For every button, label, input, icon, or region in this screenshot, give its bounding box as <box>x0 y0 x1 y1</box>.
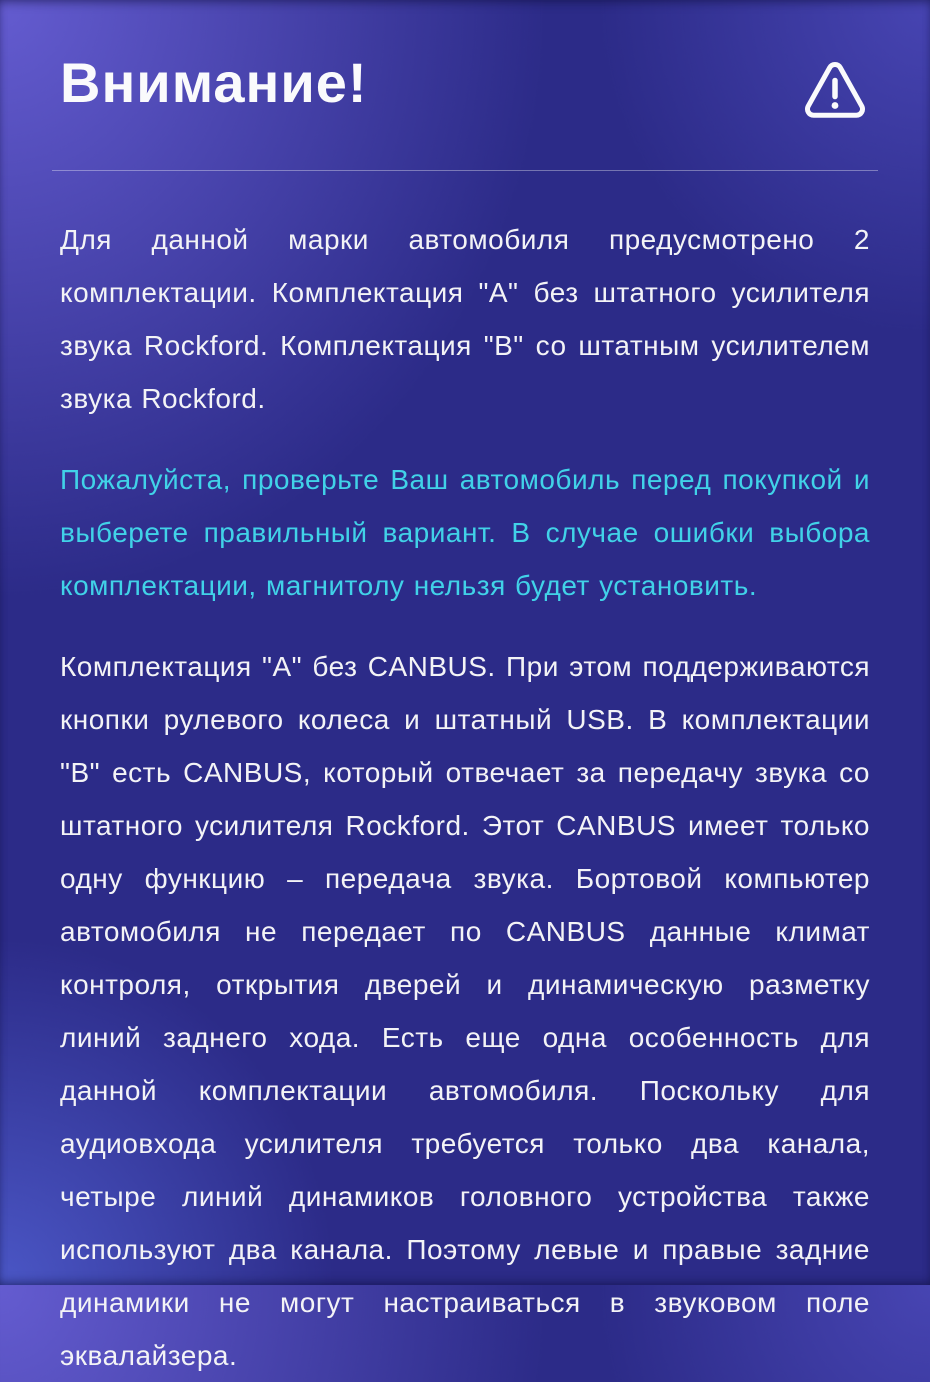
warning-triangle-icon <box>802 58 868 122</box>
notice-text <box>60 213 870 1382</box>
paragraph-canbus-details: Комплектация "А" без CANBUS. При этом поддерживаются кнопки рулевого колеса и штатный USB. В комплектации "В" есть CANBUS, который отвечает за передачу звука со штатного усилителя Rockford. Этот CANBUS имеет только одну функцию – передача звука. Бортовой компьютер автомобиля не передает по CANBUS данные климат контроля, открытия дверей и динамическую разметку линий заднего хода. Есть еще одна особенность для данной комплектации автомобиля. Поскольку для аудиовхода усилителя требуется только два канала, четыре линий динамиков головного устройства также используют два канала. Поэтому левые и правые задние динамики не могут настраиваться в звуковом поле эквалайзера. <box>60 651 870 1371</box>
page-title: Внимание! <box>60 51 368 114</box>
divider <box>52 170 878 171</box>
paragraph-trim-levels: Для данной марки автомобиля предусмотрено 2 комплектации. Комплектация "А" без штатного усилителя звука Rockford. Комплектация "В" со штатным усилителем звука Rockford. <box>60 224 870 414</box>
header <box>60 52 870 122</box>
paragraph-check-warning: Пожалуйста, проверьте Ваш автомобиль перед покупкой и выберете правильный вариант. В случае ошибки выбора комплектации, магнитолу нельзя будет установить. <box>60 464 870 601</box>
